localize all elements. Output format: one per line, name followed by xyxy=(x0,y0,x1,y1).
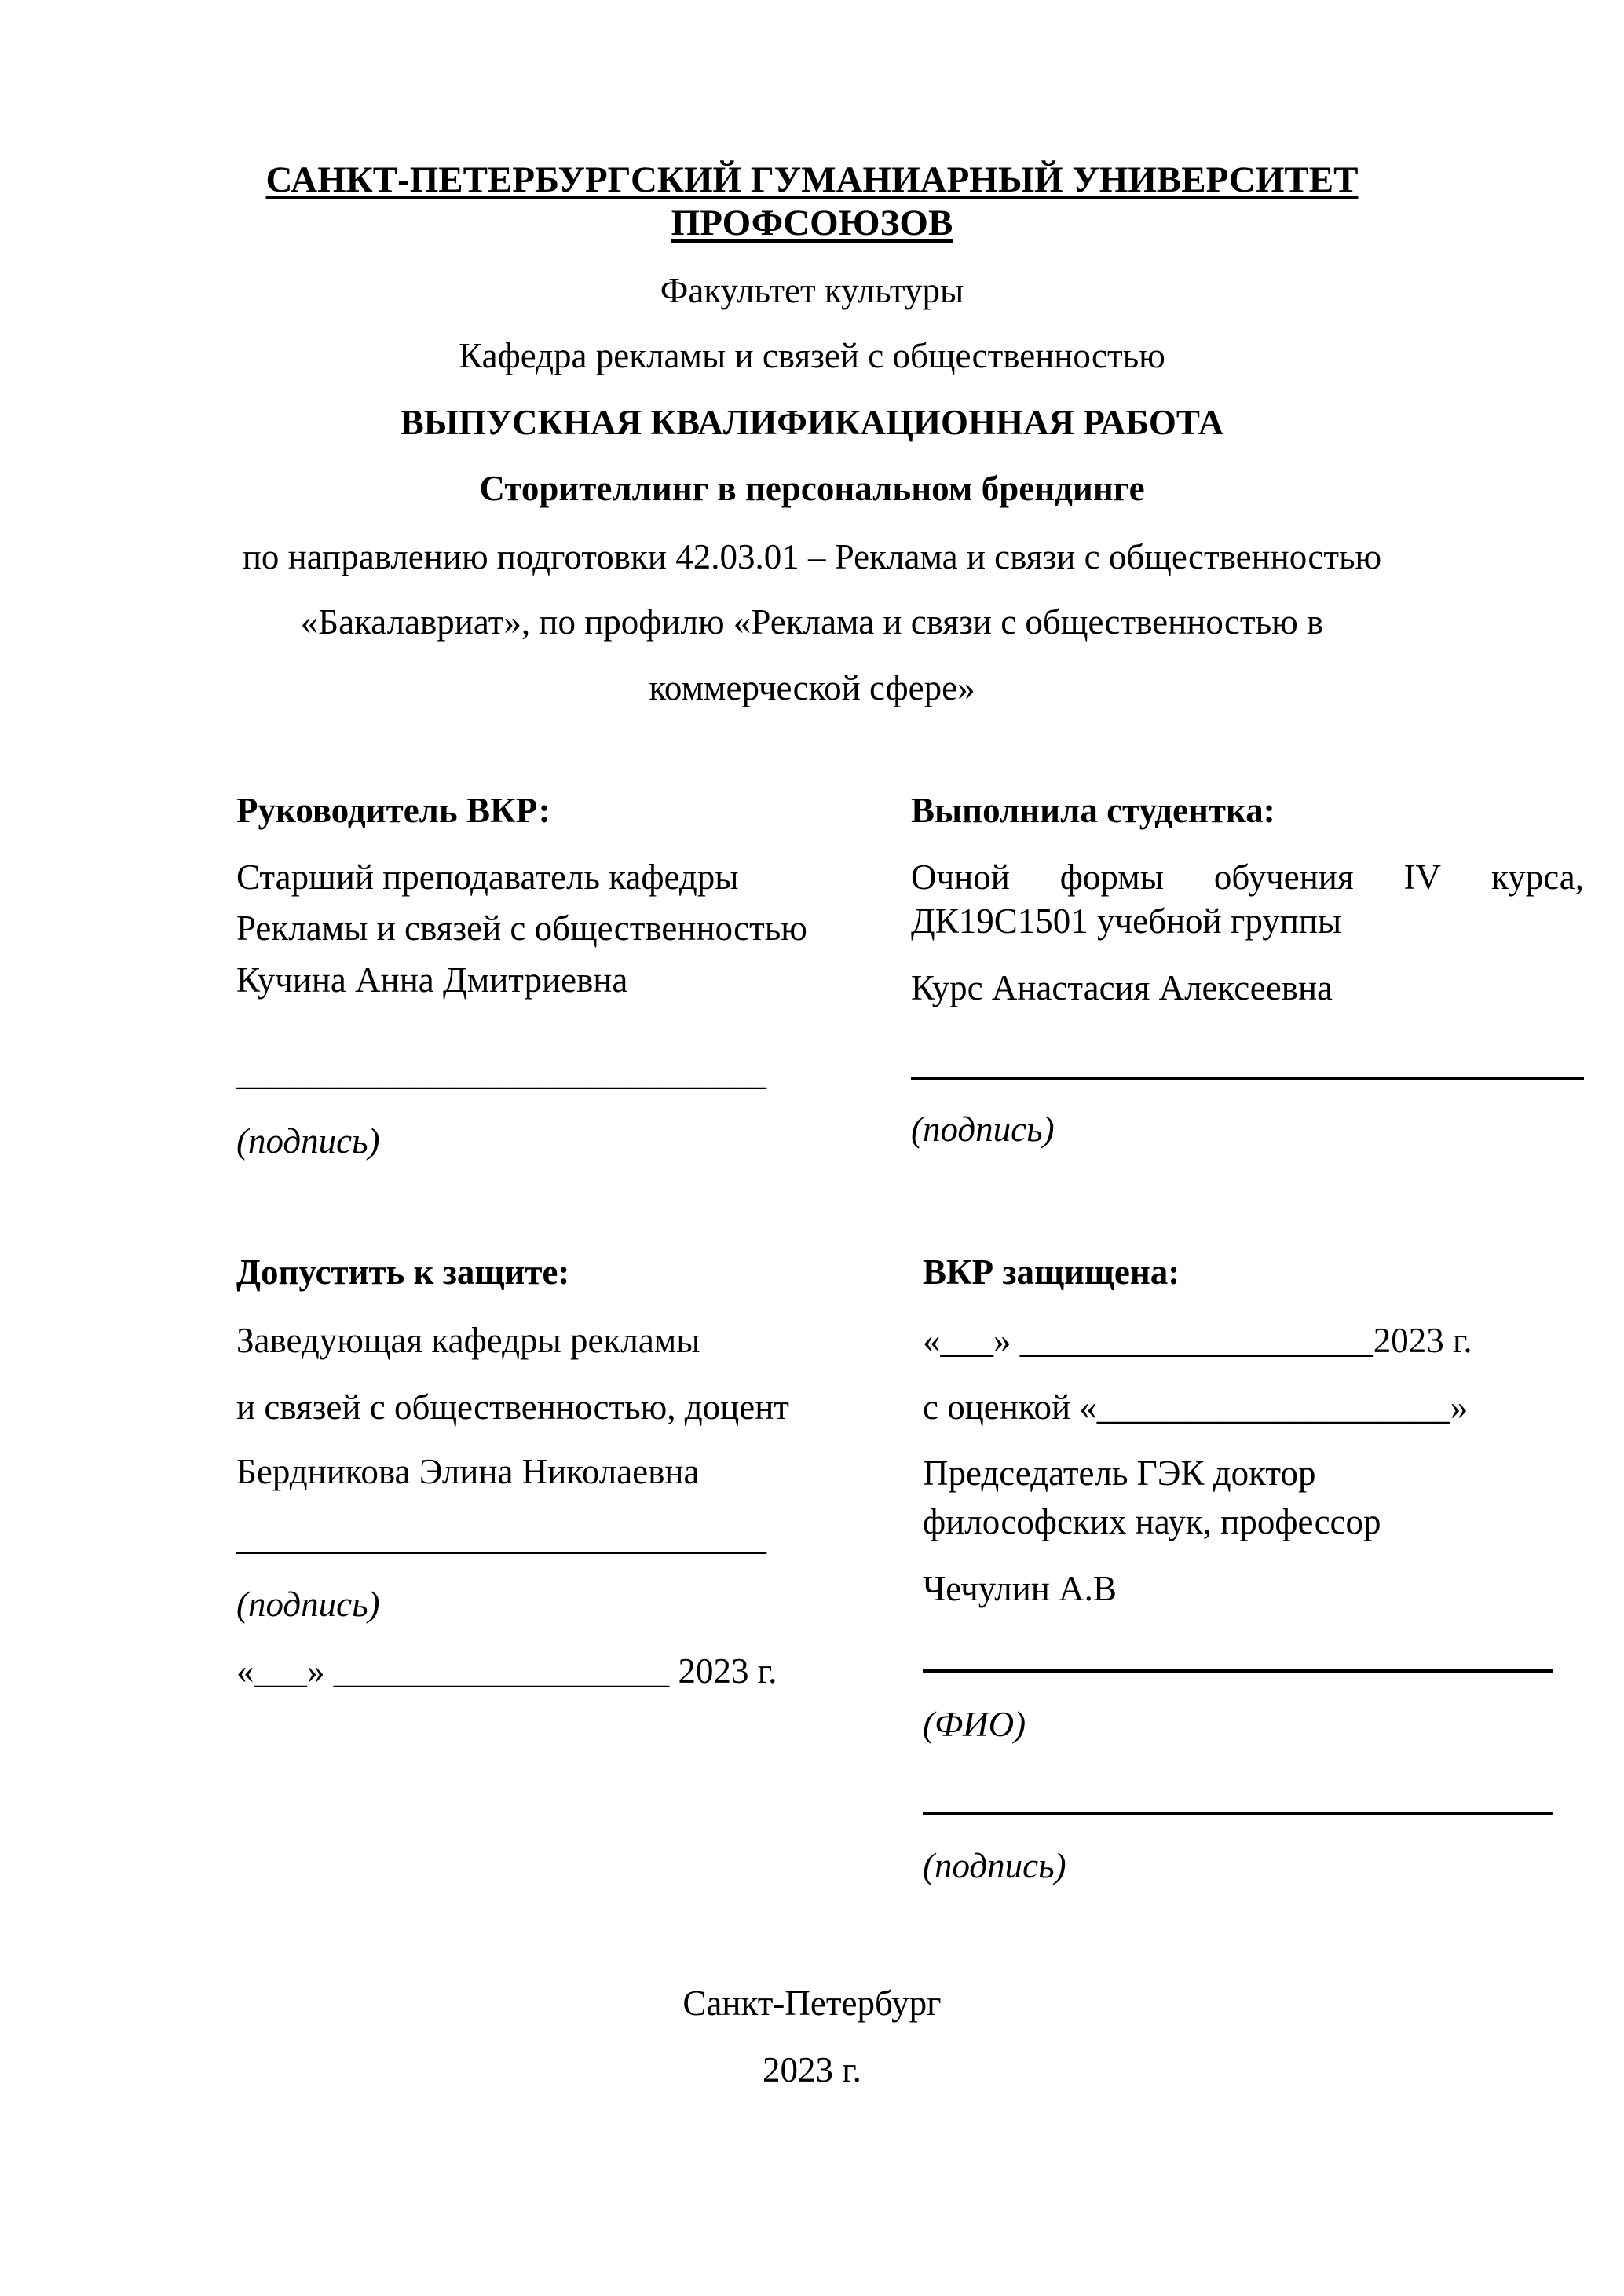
admission-signature-label: (подпись) xyxy=(236,1585,380,1624)
admission-position-line1: Заведующая кафедры рекламы xyxy=(236,1321,700,1360)
student-signature-line xyxy=(911,1077,1584,1080)
year: 2023 г. xyxy=(763,2050,861,2089)
admission-date: «___» ___________________ 2023 г. xyxy=(236,1651,777,1691)
admission-signature-line: ______________________________ xyxy=(236,1518,766,1557)
supervisor-signature-line: ______________________________ xyxy=(236,1053,766,1092)
thesis-topic: Сторителлинг в персональном брендинге xyxy=(479,469,1145,508)
direction-line1: по направлению подготовки 42.03.01 – Реклама и связи с общественностью xyxy=(242,537,1382,576)
chair-name: Чечулин А.В xyxy=(923,1569,1117,1608)
defense-grade: с оценкой «____________________» xyxy=(923,1387,1469,1427)
word: курса, xyxy=(1491,857,1584,897)
word: IV xyxy=(1403,857,1442,897)
student-name: Курс Анастасия Алексеевна xyxy=(911,968,1333,1007)
chair-fio-label: (ФИО) xyxy=(923,1705,1026,1744)
chair-signature-label: (подпись) xyxy=(923,1846,1066,1885)
admission-heading: Допустить к защите: xyxy=(236,1252,570,1292)
supervisor-signature-label: (подпись) xyxy=(236,1121,380,1161)
city: Санкт-Петербург xyxy=(682,1983,942,2023)
student-info-line1 xyxy=(911,857,1584,898)
admission-name: Бердникова Элина Николаевна xyxy=(236,1452,700,1491)
admission-position-line2: и связей с общественностью, доцент xyxy=(236,1387,789,1427)
supervisor-position-line1: Старший преподаватель кафедры xyxy=(236,857,739,897)
university-name-line1: САНКТ-ПЕТЕРБУРГСКИЙ ГУМАНИАРНЫЙ УНИВЕРСИТЕТ xyxy=(265,159,1359,200)
chair-line1: Председатель ГЭК доктор xyxy=(923,1453,1316,1493)
defense-date: «___» ____________________2023 г. xyxy=(923,1321,1472,1360)
supervisor-position-line2: Рекламы и связей с общественностью xyxy=(236,909,807,948)
student-signature-label: (подпись) xyxy=(911,1110,1055,1149)
university-name-line2: ПРОФСОЮЗОВ xyxy=(671,203,953,243)
department: Кафедра рекламы и связей с общественностью xyxy=(459,336,1165,375)
chair-line2: философских наук, профессор xyxy=(923,1502,1381,1541)
student-heading: Выполнила студентка: xyxy=(911,791,1275,830)
work-type: ВЫПУСКНАЯ КВАЛИФИКАЦИОННАЯ РАБОТА xyxy=(400,403,1224,442)
supervisor-heading: Руководитель ВКР: xyxy=(236,791,550,830)
chair-signature-line xyxy=(923,1812,1553,1815)
supervisor-name: Кучина Анна Дмитриевна xyxy=(236,960,628,1000)
direction-line2: «Бакалавриат», по профилю «Реклама и связи с общественностью в xyxy=(300,602,1324,642)
word: формы xyxy=(1059,857,1164,897)
word: обучения xyxy=(1213,857,1354,897)
faculty: Факультет культуры xyxy=(660,271,964,310)
defense-heading: ВКР защищена: xyxy=(923,1252,1180,1292)
word: Очной xyxy=(911,857,1010,897)
student-info-line2: ДК19С1501 учебной группы xyxy=(911,901,1342,941)
direction-line3: коммерческой сфере» xyxy=(649,668,975,707)
chair-fio-line xyxy=(923,1669,1553,1673)
